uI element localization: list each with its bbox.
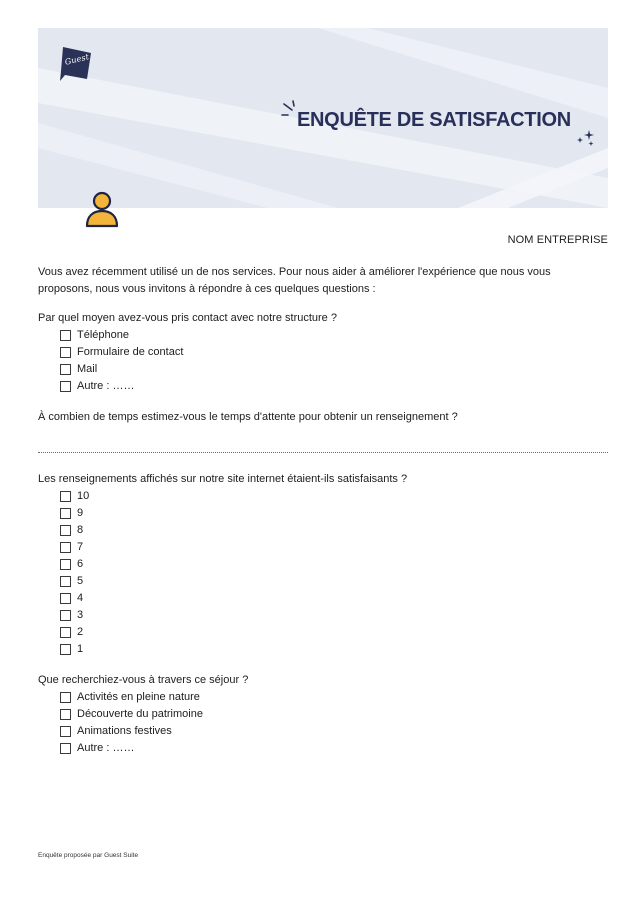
- checkbox[interactable]: [60, 364, 71, 375]
- checkbox[interactable]: [60, 542, 71, 553]
- option-item[interactable]: [60, 689, 608, 706]
- checkbox[interactable]: [60, 347, 71, 358]
- checkbox[interactable]: [60, 576, 71, 587]
- checkbox[interactable]: [60, 627, 71, 638]
- answer-line[interactable]: [38, 440, 608, 453]
- checkbox[interactable]: [60, 709, 71, 720]
- options-list: [60, 689, 608, 757]
- option-item[interactable]: [60, 344, 608, 361]
- options-list: [60, 327, 608, 395]
- footer-text: Enquête proposée par Guest Suite: [38, 852, 139, 859]
- option-item[interactable]: [60, 573, 608, 590]
- checkbox[interactable]: [60, 491, 71, 502]
- option-label: Téléphone: [77, 329, 129, 341]
- option-item[interactable]: [60, 522, 608, 539]
- option-label: 8: [77, 524, 84, 536]
- page-title: ENQUÊTE DE SATISFACTION: [297, 109, 571, 131]
- option-item[interactable]: [60, 641, 608, 658]
- sparkle-right-icon: [575, 128, 597, 150]
- survey-content: [38, 264, 608, 771]
- sparkle-left-icon: [280, 100, 298, 122]
- checkbox[interactable]: [60, 381, 71, 392]
- intro-text: Vous avez récemment utilisé un de nos services. Pour nous aider à améliorer l'expérience que nous vous proposons, nous vous invitons à répondre à ces quelques questions :: [38, 266, 551, 295]
- question-website: [38, 471, 608, 658]
- option-item[interactable]: [60, 556, 608, 573]
- option-item[interactable]: [60, 361, 608, 378]
- checkbox[interactable]: [60, 692, 71, 703]
- option-label: 7: [77, 541, 84, 553]
- logo-text: Guest: [63, 52, 91, 67]
- option-label: Animations festives: [77, 725, 172, 737]
- option-item[interactable]: [60, 706, 608, 723]
- options-list: [60, 488, 608, 658]
- checkbox[interactable]: [60, 743, 71, 754]
- option-label: Mail: [77, 363, 98, 375]
- option-item[interactable]: [60, 327, 608, 344]
- question-label: Par quel moyen avez-vous pris contact avec notre structure ?: [38, 312, 337, 324]
- checkbox[interactable]: [60, 726, 71, 737]
- option-item[interactable]: [60, 505, 608, 522]
- question-wait-time: [38, 409, 608, 453]
- avatar-icon: [84, 190, 120, 230]
- option-item[interactable]: [60, 590, 608, 607]
- checkbox[interactable]: [60, 330, 71, 341]
- option-item[interactable]: [60, 378, 608, 395]
- checkbox[interactable]: [60, 610, 71, 621]
- question-stay-purpose: [38, 672, 608, 757]
- option-item[interactable]: [60, 624, 608, 641]
- option-label: 10: [77, 490, 90, 502]
- checkbox[interactable]: [60, 525, 71, 536]
- option-item[interactable]: [60, 723, 608, 740]
- option-label: Activités en pleine nature: [77, 691, 200, 703]
- option-label: Découverte du patrimoine: [77, 708, 203, 720]
- option-label: 2: [77, 626, 84, 638]
- option-label: Autre : ……: [77, 742, 135, 754]
- option-label: 6: [77, 558, 84, 570]
- checkbox[interactable]: [60, 508, 71, 519]
- company-name: NOM ENTREPRISE: [507, 234, 608, 246]
- option-label: 5: [77, 575, 84, 587]
- option-item[interactable]: [60, 488, 608, 505]
- option-label: Formulaire de contact: [77, 346, 184, 358]
- option-item[interactable]: [60, 740, 608, 757]
- checkbox[interactable]: [60, 593, 71, 604]
- question-label: Les renseignements affichés sur notre site internet étaient-ils satisfaisants ?: [38, 473, 408, 485]
- option-label: 3: [77, 609, 84, 621]
- checkbox[interactable]: [60, 644, 71, 655]
- option-label: 1: [77, 643, 84, 655]
- option-label: 9: [77, 507, 84, 519]
- option-label: Autre : ……: [77, 380, 135, 392]
- question-contact: [38, 310, 608, 395]
- option-item[interactable]: [60, 539, 608, 556]
- question-label: Que recherchiez-vous à travers ce séjour ?: [38, 674, 249, 686]
- option-label: 4: [77, 592, 84, 604]
- option-item[interactable]: [60, 607, 608, 624]
- question-label: À combien de temps estimez-vous le temps d'attente pour obtenir un renseignement ?: [38, 411, 458, 423]
- checkbox[interactable]: [60, 559, 71, 570]
